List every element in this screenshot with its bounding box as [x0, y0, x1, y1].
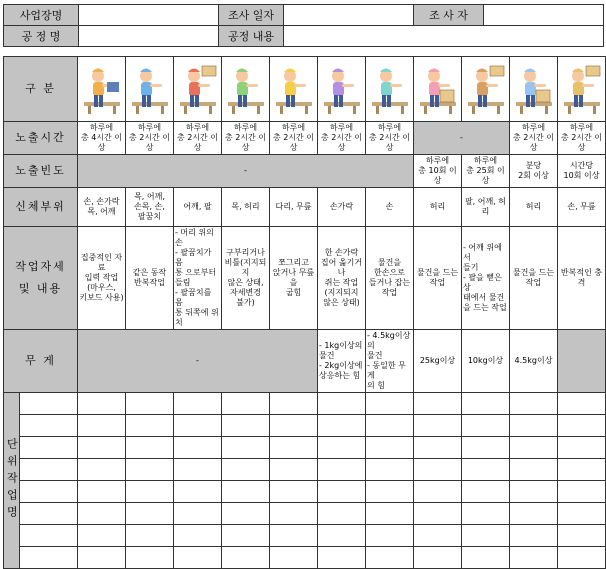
entry-cell[interactable] — [270, 547, 318, 569]
body-part-cell: 목, 어깨, 손목, 손, 팔꿈치 — [126, 188, 174, 227]
entry-cell[interactable] — [366, 481, 414, 503]
entry-cell[interactable] — [414, 415, 462, 437]
exposure-freq-cell: 하루에 총 10회 이상 — [414, 155, 462, 188]
weight-header: 무 게 — [4, 330, 78, 393]
posture-cell: 한 손가락 집어 옮기거나 쥐는 작업 (지지되지 않은 상태) — [318, 227, 366, 330]
illustration-cell — [126, 57, 174, 122]
entry-cell[interactable] — [414, 459, 462, 481]
entry-cell[interactable] — [414, 481, 462, 503]
entry-cell[interactable] — [558, 503, 606, 525]
entry-cell[interactable] — [222, 459, 270, 481]
illustration-cell — [174, 57, 222, 122]
entry-cell[interactable] — [270, 525, 318, 547]
entry-cell[interactable] — [222, 437, 270, 459]
weight-cell: - 4.5kg이상의 물건 - 동일한 무게 의 힘 — [366, 330, 414, 393]
illustration-cell — [318, 57, 366, 122]
body-part-cell: 어깨, 팔 — [174, 188, 222, 227]
entry-cell[interactable] — [78, 525, 126, 547]
workplace-field[interactable] — [79, 5, 219, 26]
entry-cell[interactable] — [318, 525, 366, 547]
process-content-field[interactable] — [284, 26, 604, 47]
entry-cell[interactable] — [78, 437, 126, 459]
exposure-time-header: 노출시간 — [4, 122, 78, 155]
unit-task-field[interactable] — [20, 525, 78, 547]
entry-cell[interactable] — [462, 415, 510, 437]
illustration-cell — [222, 57, 270, 122]
entry-cell[interactable] — [318, 459, 366, 481]
illustration-cell — [366, 57, 414, 122]
entry-cell[interactable] — [222, 393, 270, 415]
entry-cell[interactable] — [318, 393, 366, 415]
entry-cell[interactable] — [222, 415, 270, 437]
unit-task-field[interactable] — [20, 503, 78, 525]
workplace-label: 사업장명 — [4, 5, 79, 26]
entry-cell[interactable] — [174, 481, 222, 503]
overhead-work-icon — [176, 62, 220, 116]
entry-cell[interactable] — [414, 503, 462, 525]
entry-cell[interactable] — [78, 547, 126, 569]
entry-cell[interactable] — [174, 415, 222, 437]
extended-arm-lift-icon — [512, 62, 556, 116]
lifting-box-icon — [416, 62, 460, 116]
hammering-knee-icon — [560, 62, 604, 116]
entry-cell[interactable] — [366, 459, 414, 481]
entry-cell[interactable] — [510, 481, 558, 503]
survey-date-label: 조사 일자 — [219, 5, 284, 26]
entry-cell[interactable] — [126, 503, 174, 525]
body-part-cell: 팔, 어깨, 허리 — [462, 188, 510, 227]
exposure-time-cell: 하루에 총 2시간 이상 — [366, 122, 414, 155]
entry-cell[interactable] — [414, 437, 462, 459]
entry-cell[interactable] — [126, 437, 174, 459]
posture-cell: - 어깨 위에서 들기 - 팔을 뻗은 상 태에서 물건 을 드는 작업 — [462, 227, 510, 330]
exposure-freq-cell: 시간당 10회 이상 — [558, 155, 606, 188]
posture-cell: 물건을 드는 작업 — [510, 227, 558, 330]
exposure-time-cell: 하루에 총 2시간 이상 — [270, 122, 318, 155]
entry-cell[interactable] — [558, 547, 606, 569]
unit-task-field[interactable] — [20, 459, 78, 481]
weight-cell: 25kg이상 — [414, 330, 462, 393]
exposure-time-cell: 하루에 총 2시간 이상 — [510, 122, 558, 155]
entry-cell[interactable] — [462, 547, 510, 569]
posture-cell: 구부리거나 비틀(지지되지 않은 상태, 자세변경 불가) — [222, 227, 270, 330]
entry-cell[interactable] — [462, 437, 510, 459]
exposure-time-cell: 하루에 총 2시간 이상 — [558, 122, 606, 155]
exposure-freq-cell: 분당 2회 이상 — [510, 155, 558, 188]
body-part-cell: 손, 무릎 — [558, 188, 606, 227]
entry-cell[interactable] — [222, 503, 270, 525]
entry-cell[interactable] — [126, 415, 174, 437]
unit-task-field[interactable] — [20, 481, 78, 503]
entry-cell[interactable] — [318, 437, 366, 459]
posture-cell: 반복적인 충격 — [558, 227, 606, 330]
process-name-label: 공 정 명 — [4, 26, 79, 47]
entry-cell[interactable] — [270, 393, 318, 415]
finger-pinch-icon — [320, 62, 364, 116]
body-part-header: 신체부위 — [4, 188, 78, 227]
body-part-cell: 목, 허리 — [222, 188, 270, 227]
posture-cell: 집중적인 자료 입력 작업 (마우스, 키보드 사용) — [78, 227, 126, 330]
illustration-cell — [510, 57, 558, 122]
repetitive-assembly-icon — [128, 62, 172, 116]
entry-cell[interactable] — [414, 393, 462, 415]
surveyor-label: 조 사 자 — [414, 5, 484, 26]
body-part-cell: 손, 손가락 목, 어깨 — [78, 188, 126, 227]
weight-cell-empty — [558, 330, 606, 393]
weight-cell: 10kg이상 — [462, 330, 510, 393]
kneeling-worker-icon — [272, 62, 316, 116]
entry-cell[interactable] — [510, 525, 558, 547]
illustration-cell — [414, 57, 462, 122]
unit-task-field[interactable] — [20, 415, 78, 437]
exposure-time-cell: - — [414, 122, 510, 155]
risk-factor-table — [3, 56, 606, 569]
entry-cell[interactable] — [462, 525, 510, 547]
exposure-freq-header: 노출빈도 — [4, 155, 78, 188]
illustration-cell — [462, 57, 510, 122]
unit-task-header: 단위작업명 — [4, 393, 20, 569]
entry-cell[interactable] — [510, 459, 558, 481]
exposure-freq-cell: - — [78, 155, 414, 188]
illustration-cell — [78, 57, 126, 122]
entry-cell[interactable] — [174, 459, 222, 481]
entry-cell[interactable] — [366, 437, 414, 459]
posture-cell: 같은 동작 반복작업 — [126, 227, 174, 330]
entry-cell[interactable] — [270, 437, 318, 459]
entry-cell[interactable] — [126, 459, 174, 481]
exposure-time-cell: 하루에 총 4시간 이상 — [78, 122, 126, 155]
entry-cell[interactable] — [222, 547, 270, 569]
posture-cell: - 머리 위의 손 - 팔꿈치가 몸 통 으로부터 들림 - 팔꿈치를 몸 통 뒤쪽에 위 치 — [174, 227, 222, 330]
entry-cell[interactable] — [78, 503, 126, 525]
entry-cell[interactable] — [126, 393, 174, 415]
illustration-cell — [270, 57, 318, 122]
posture-cell: 물건을 드는 작업 — [414, 227, 462, 330]
entry-cell[interactable] — [174, 503, 222, 525]
process-name-field[interactable] — [79, 26, 219, 47]
entry-cell[interactable] — [318, 415, 366, 437]
entry-cell[interactable] — [174, 525, 222, 547]
entry-cell[interactable] — [318, 481, 366, 503]
entry-cell[interactable] — [78, 481, 126, 503]
entry-cell[interactable] — [462, 393, 510, 415]
entry-cell[interactable] — [174, 393, 222, 415]
entry-cell[interactable] — [222, 525, 270, 547]
entry-cell[interactable] — [462, 459, 510, 481]
body-part-cell: 허리 — [414, 188, 462, 227]
entry-cell[interactable] — [510, 437, 558, 459]
entry-cell[interactable] — [366, 525, 414, 547]
entry-cell[interactable] — [558, 415, 606, 437]
unit-task-field[interactable] — [20, 437, 78, 459]
entry-cell[interactable] — [270, 459, 318, 481]
entry-cell[interactable] — [558, 481, 606, 503]
entry-cell[interactable] — [366, 503, 414, 525]
posture-header: 작업자세 및 내용 — [4, 227, 78, 330]
entry-cell[interactable] — [558, 525, 606, 547]
entry-cell[interactable] — [318, 503, 366, 525]
entry-cell[interactable] — [414, 547, 462, 569]
unit-task-field[interactable] — [20, 547, 78, 569]
header-table — [3, 4, 604, 47]
entry-cell[interactable] — [414, 525, 462, 547]
entry-cell[interactable] — [126, 481, 174, 503]
exposure-time-cell: 하루에 총 2시간 이상 — [318, 122, 366, 155]
posture-cell: 쪼그리고 앉거나 무릎을 굽힘 — [270, 227, 318, 330]
entry-cell[interactable] — [78, 393, 126, 415]
entry-cell[interactable] — [126, 547, 174, 569]
entry-cell[interactable] — [462, 481, 510, 503]
exposure-time-cell: 하루에 총 2시간 이상 — [126, 122, 174, 155]
weight-cell: - — [78, 330, 318, 393]
entry-cell[interactable] — [270, 503, 318, 525]
entry-cell[interactable] — [78, 459, 126, 481]
entry-cell[interactable] — [270, 481, 318, 503]
entry-cell[interactable] — [510, 393, 558, 415]
body-part-cell: 손가락 — [318, 188, 366, 227]
one-hand-grip-icon — [368, 62, 412, 116]
entry-cell[interactable] — [558, 459, 606, 481]
entry-cell[interactable] — [78, 415, 126, 437]
entry-cell[interactable] — [126, 525, 174, 547]
bending-worker-icon — [224, 62, 268, 116]
body-part-cell: 다리, 무릎 — [270, 188, 318, 227]
entry-cell[interactable] — [462, 503, 510, 525]
unit-task-field[interactable] — [20, 393, 78, 415]
computer-worker-icon — [80, 62, 124, 116]
weight-cell: - 1kg이상의 물건 - 2kg이상에 상응하는 힘 — [318, 330, 366, 393]
entry-cell[interactable] — [510, 415, 558, 437]
exposure-time-cell: 하루에 총 2시간 이상 — [174, 122, 222, 155]
entry-cell[interactable] — [366, 547, 414, 569]
survey-date-field[interactable] — [284, 5, 414, 26]
entry-cell[interactable] — [174, 547, 222, 569]
entry-cell[interactable] — [510, 547, 558, 569]
entry-cell[interactable] — [366, 415, 414, 437]
category-header: 구 분 — [4, 57, 78, 122]
body-part-cell: 허리 — [510, 188, 558, 227]
entry-cell[interactable] — [558, 437, 606, 459]
exposure-freq-cell: 하루에 총 25회 이상 — [462, 155, 510, 188]
entry-cell[interactable] — [366, 393, 414, 415]
entry-cell[interactable] — [318, 547, 366, 569]
entry-cell[interactable] — [174, 437, 222, 459]
surveyor-field[interactable] — [484, 5, 604, 26]
illustration-cell — [558, 57, 606, 122]
entry-cell[interactable] — [270, 415, 318, 437]
body-part-cell: 손 — [366, 188, 414, 227]
exposure-time-cell: 하루에 총 2시간 이상 — [222, 122, 270, 155]
weight-cell: 4.5kg이상 — [510, 330, 558, 393]
posture-cell: 물건을 한손으로 들거나 잡는 작업 — [366, 227, 414, 330]
entry-cell[interactable] — [222, 481, 270, 503]
process-content-label: 공정 내용 — [219, 26, 284, 47]
entry-cell[interactable] — [558, 393, 606, 415]
overhead-lift-icon — [464, 62, 508, 116]
entry-cell[interactable] — [510, 503, 558, 525]
